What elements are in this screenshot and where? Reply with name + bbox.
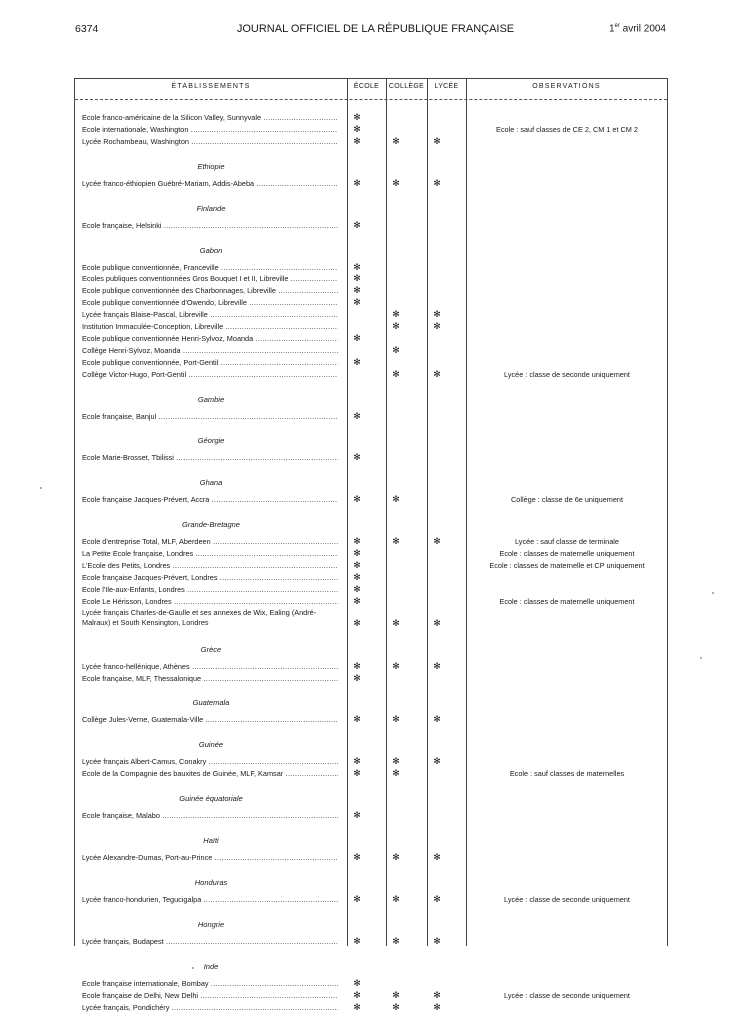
observation-text: Ecole : classes de maternelle et CP uniquement <box>489 561 645 570</box>
lycee-mark: ✻ <box>433 660 441 671</box>
college-mark: ✻ <box>392 309 400 320</box>
date-rest: avril 2004 <box>619 23 666 35</box>
lycee-mark: ✻ <box>433 893 441 904</box>
ecole-mark: ✻ <box>353 135 361 146</box>
establishment-name: Ecole française internationale, Bombay ..... <box>82 978 338 989</box>
table-row <box>75 262 667 274</box>
table-row <box>75 369 667 381</box>
table-row <box>75 411 667 423</box>
country-heading: Ethiopie <box>197 161 225 171</box>
ecole-mark: ✻ <box>353 123 361 134</box>
observation-text: Lycée : classe de seconde uniquement <box>504 990 630 1000</box>
country-heading: Gabon <box>199 245 223 255</box>
college-mark: ✻ <box>392 368 400 379</box>
table-row <box>75 661 667 673</box>
lycee-mark: ✻ <box>433 177 441 188</box>
observation-text: Ecole : sauf classes de maternelles <box>509 769 625 779</box>
lycee-mark: ✻ <box>433 309 441 320</box>
establishment-name: Ecole franco-américaine de la Silicon Valley, Sunnyvale ..... <box>82 112 338 123</box>
lycee-mark: ✻ <box>433 756 441 767</box>
page-number: 6374 <box>75 23 99 35</box>
lycee-mark: ✻ <box>433 536 441 547</box>
establishment-name: Ecole française Jacques-Prévert, Accra ..... <box>82 494 338 505</box>
scan-speck <box>700 657 702 659</box>
ecole-mark: ✻ <box>353 332 361 343</box>
column-header-lycee: LYCÉE <box>434 83 459 90</box>
table-row <box>75 548 667 560</box>
establishment-name: Ecole française, Malabo ..... <box>82 810 338 821</box>
country-heading: Guinée équatoriale <box>179 794 243 804</box>
scan-speck <box>712 592 714 594</box>
table-row <box>75 714 667 726</box>
ecole-mark: ✻ <box>353 356 361 367</box>
establishment-name: Lycée Rochambeau, Washington ..... <box>82 136 338 147</box>
table-row <box>75 852 667 864</box>
establishment-name: Ecole de la Compagnie des bauxites de Guinée, MLF, Kamsar ..... <box>82 768 338 779</box>
lycee-mark: ✻ <box>433 935 441 946</box>
lycee-mark: ✻ <box>433 321 441 331</box>
table-row <box>75 452 667 464</box>
scan-speck <box>40 487 42 489</box>
country-heading: Grèce <box>200 644 222 654</box>
college-mark: ✻ <box>392 935 400 946</box>
country-heading: Grande-Bretagne <box>182 520 240 530</box>
observation-text: Lycée : classe de seconde uniquement <box>504 369 630 379</box>
establishment-name: Ecoles publiques conventionnées Gros Bouquet I et II, Libreville ..... <box>82 273 338 284</box>
establishment-name: Ecole d'entreprise Total, MLF, Aberdeen ..... <box>82 536 338 547</box>
lycee-mark: ✻ <box>433 135 441 146</box>
ecole-mark: ✻ <box>353 285 361 296</box>
ecole-mark: ✻ <box>353 595 361 606</box>
column-header-establishments: ÉTABLISSEMENTS <box>171 83 251 90</box>
ecole-mark: ✻ <box>353 810 361 821</box>
table-row <box>75 112 667 124</box>
column-header-college: COLLÈGE <box>388 83 425 90</box>
establishment-name: Lycée français Albert-Camus, Conakry ..... <box>82 756 338 767</box>
college-mark: ✻ <box>392 135 400 146</box>
observation-text: Lycée : sauf classe de terminale <box>515 537 619 547</box>
observation-text: Ecole : classes de maternelle uniquement <box>499 549 635 559</box>
ecole-mark: ✻ <box>353 536 361 547</box>
country-heading: Ghana <box>199 478 223 488</box>
college-mark: ✻ <box>392 536 400 547</box>
college-mark: ✻ <box>392 893 400 904</box>
college-mark: ✻ <box>392 321 400 331</box>
lycee-mark: ✻ <box>433 617 441 628</box>
table-row <box>75 596 667 608</box>
table-row <box>75 990 667 1002</box>
establishment-name: Collège Henri-Sylvoz, Moanda ..... <box>82 345 338 356</box>
ecole-mark: ✻ <box>353 571 361 582</box>
table-row <box>75 978 667 990</box>
observation-text: Lycée : classe de seconde uniquement <box>504 894 630 904</box>
table-row <box>75 124 667 136</box>
date-day: 1 <box>608 23 615 35</box>
table-row <box>75 333 667 345</box>
ecole-mark: ✻ <box>353 756 361 767</box>
ecole-mark: ✻ <box>353 768 361 779</box>
country-heading: Honduras <box>194 877 228 887</box>
establishment-name: Ecole publique conventionnée Henri-Sylvoz, Moanda ..... <box>82 333 338 344</box>
establishment-name: Ecole française, Banjul ..... <box>82 411 338 422</box>
table-row <box>75 1002 667 1014</box>
ecole-mark: ✻ <box>353 452 361 463</box>
establishment-name: Ecole l'Ile-aux-Enfants, Londres ..... <box>82 584 338 595</box>
table-row <box>75 894 667 906</box>
ecole-mark: ✻ <box>353 548 361 559</box>
establishment-name: Ecole française de Delhi, New Delhi ..... <box>82 990 338 1001</box>
ecole-mark: ✻ <box>353 977 361 988</box>
ecole-mark: ✻ <box>353 583 361 594</box>
ecole-mark: ✻ <box>353 989 361 1000</box>
table-row <box>75 178 667 190</box>
establishment-name: L'Ecole des Petits, Londres ..... <box>82 560 338 571</box>
table-row <box>75 345 667 357</box>
college-mark: ✻ <box>392 344 400 355</box>
college-mark: ✻ <box>392 617 400 628</box>
table-row <box>75 357 667 369</box>
lycee-mark: ✻ <box>433 368 441 379</box>
establishments-table <box>74 78 668 1012</box>
ecole-mark: ✻ <box>353 714 361 725</box>
column-header-observations: OBSERVATIONS <box>532 83 601 90</box>
table-row <box>75 673 667 685</box>
lycee-mark: ✻ <box>433 714 441 725</box>
ecole-mark: ✻ <box>353 660 361 671</box>
ecole-mark: ✻ <box>353 273 361 284</box>
establishment-name: Collège Victor-Hugo, Port-Gentil ..... <box>82 369 338 380</box>
ecole-mark: ✻ <box>353 494 361 505</box>
table-row <box>75 285 667 297</box>
table-row <box>75 494 667 506</box>
ecole-mark: ✻ <box>353 219 361 230</box>
table-row <box>75 756 667 768</box>
establishment-name: Ecole publique conventionnée d'Owendo, Libreville ..... <box>82 297 338 308</box>
ecole-mark: ✻ <box>353 177 361 188</box>
country-heading: Inde <box>203 961 219 971</box>
column-header-ecole: ÉCOLE <box>353 83 380 90</box>
college-mark: ✻ <box>392 756 400 767</box>
establishment-name: Collège Jules-Verne, Guatemala-Ville ..... <box>82 714 338 725</box>
table-row <box>75 584 667 596</box>
date-sup: er <box>614 23 620 29</box>
table-row <box>75 810 667 822</box>
table-row <box>75 220 667 232</box>
establishment-name: Lycée français Blaise-Pascal, Libreville ..... <box>82 309 338 320</box>
establishment-name: Institution Immaculée-Conception, Libreville ..... <box>82 321 338 332</box>
establishment-name: Lycée français, Budapest ..... <box>82 936 338 947</box>
college-mark: ✻ <box>392 714 400 725</box>
ecole-mark: ✻ <box>353 893 361 904</box>
lycee-mark: ✻ <box>433 852 441 862</box>
publication-date <box>609 23 666 34</box>
ecole-mark: ✻ <box>353 672 361 683</box>
establishment-name: Ecole française, Helsinki ..... <box>82 220 338 231</box>
ecole-mark: ✻ <box>353 852 361 862</box>
table-row <box>75 297 667 309</box>
establishment-name: Ecole publique conventionnée, Franceville ..... <box>82 262 338 273</box>
country-heading: Guinée <box>198 740 224 750</box>
ecole-mark: ✻ <box>353 935 361 946</box>
establishment-name: Ecole Le Hérisson, Londres ..... <box>82 596 338 607</box>
observation-text: Ecole : classes de maternelle uniquement <box>499 596 635 606</box>
establishment-name: Lycée français, Pondichéry ..... <box>82 1002 338 1013</box>
country-heading: Gambie <box>197 394 225 404</box>
table-row <box>75 273 667 285</box>
establishment-name: Ecole internationale, Washington ..... <box>82 124 338 135</box>
lycee-mark: ✻ <box>433 1001 441 1012</box>
ecole-mark: ✻ <box>353 1001 361 1012</box>
ecole-mark: ✻ <box>353 617 361 628</box>
table-row <box>75 536 667 548</box>
table-top-rule <box>75 78 667 79</box>
establishment-name: Ecole publique conventionnée des Charbonnages, Libreville ..... <box>82 285 338 296</box>
establishment-name: Ecole française Jacques-Prévert, Londres ..... <box>82 572 338 583</box>
table-row <box>75 560 667 572</box>
establishment-name: Ecole publique conventionnée, Port-Gentil ..... <box>82 357 338 368</box>
country-heading: Guatemala <box>192 698 230 708</box>
college-mark: ✻ <box>392 852 400 862</box>
country-heading: Haïti <box>203 836 219 845</box>
college-mark: ✻ <box>392 1001 400 1012</box>
establishment-name: Lycée Alexandre-Dumas, Port-au-Prince ..... <box>82 852 338 863</box>
college-mark: ✻ <box>392 660 400 671</box>
journal-title: JOURNAL OFFICIEL DE LA RÉPUBLIQUE FRANÇAISE <box>236 23 515 35</box>
country-heading: Hongrie <box>197 919 225 929</box>
ecole-mark: ✻ <box>353 261 361 272</box>
establishment-name: Lycée français Charles-de-Gaulle et ses annexes de Wix, Ealing (André-Malraux) et South Kensington, Londres <box>82 607 317 627</box>
country-heading: Géorgie <box>197 436 225 446</box>
college-mark: ✻ <box>392 768 400 779</box>
establishment-name: Lycée franco-hondurien, Tegucigalpa ..... <box>82 894 338 905</box>
lycee-mark: ✻ <box>433 989 441 1000</box>
table-row <box>75 936 667 948</box>
ecole-mark: ✻ <box>353 112 361 122</box>
scan-speck <box>192 967 194 969</box>
ecole-mark: ✻ <box>353 560 361 570</box>
header-separator <box>75 99 667 100</box>
establishment-name: Lycée franco-éthiopien Guébré-Mariam, Addis-Abeba ..... <box>82 178 338 189</box>
observation-text: Collège : classe de 6e uniquement <box>511 495 623 505</box>
college-mark: ✻ <box>392 494 400 505</box>
establishment-name: La Petite Ecole française, Londres ..... <box>82 548 338 559</box>
establishment-name: Ecole Marie-Brosset, Tbilissi ..... <box>82 452 338 463</box>
table-row <box>75 572 667 584</box>
establishment-name: Ecole française, MLF, Thessalonique ..... <box>82 673 338 684</box>
college-mark: ✻ <box>392 177 400 188</box>
table-row <box>75 608 667 630</box>
establishment-name: Lycée franco-hellénique, Athènes ..... <box>82 661 338 672</box>
table-row <box>75 136 667 148</box>
country-heading: Finlande <box>196 203 226 213</box>
observation-text: Ecole : sauf classes de CE 2, CM 1 et CM 2 <box>496 124 638 134</box>
ecole-mark: ✻ <box>353 297 361 308</box>
table-row <box>75 768 667 780</box>
college-mark: ✻ <box>392 989 400 1000</box>
ecole-mark: ✻ <box>353 410 361 421</box>
table-row <box>75 309 667 321</box>
table-row <box>75 321 667 333</box>
